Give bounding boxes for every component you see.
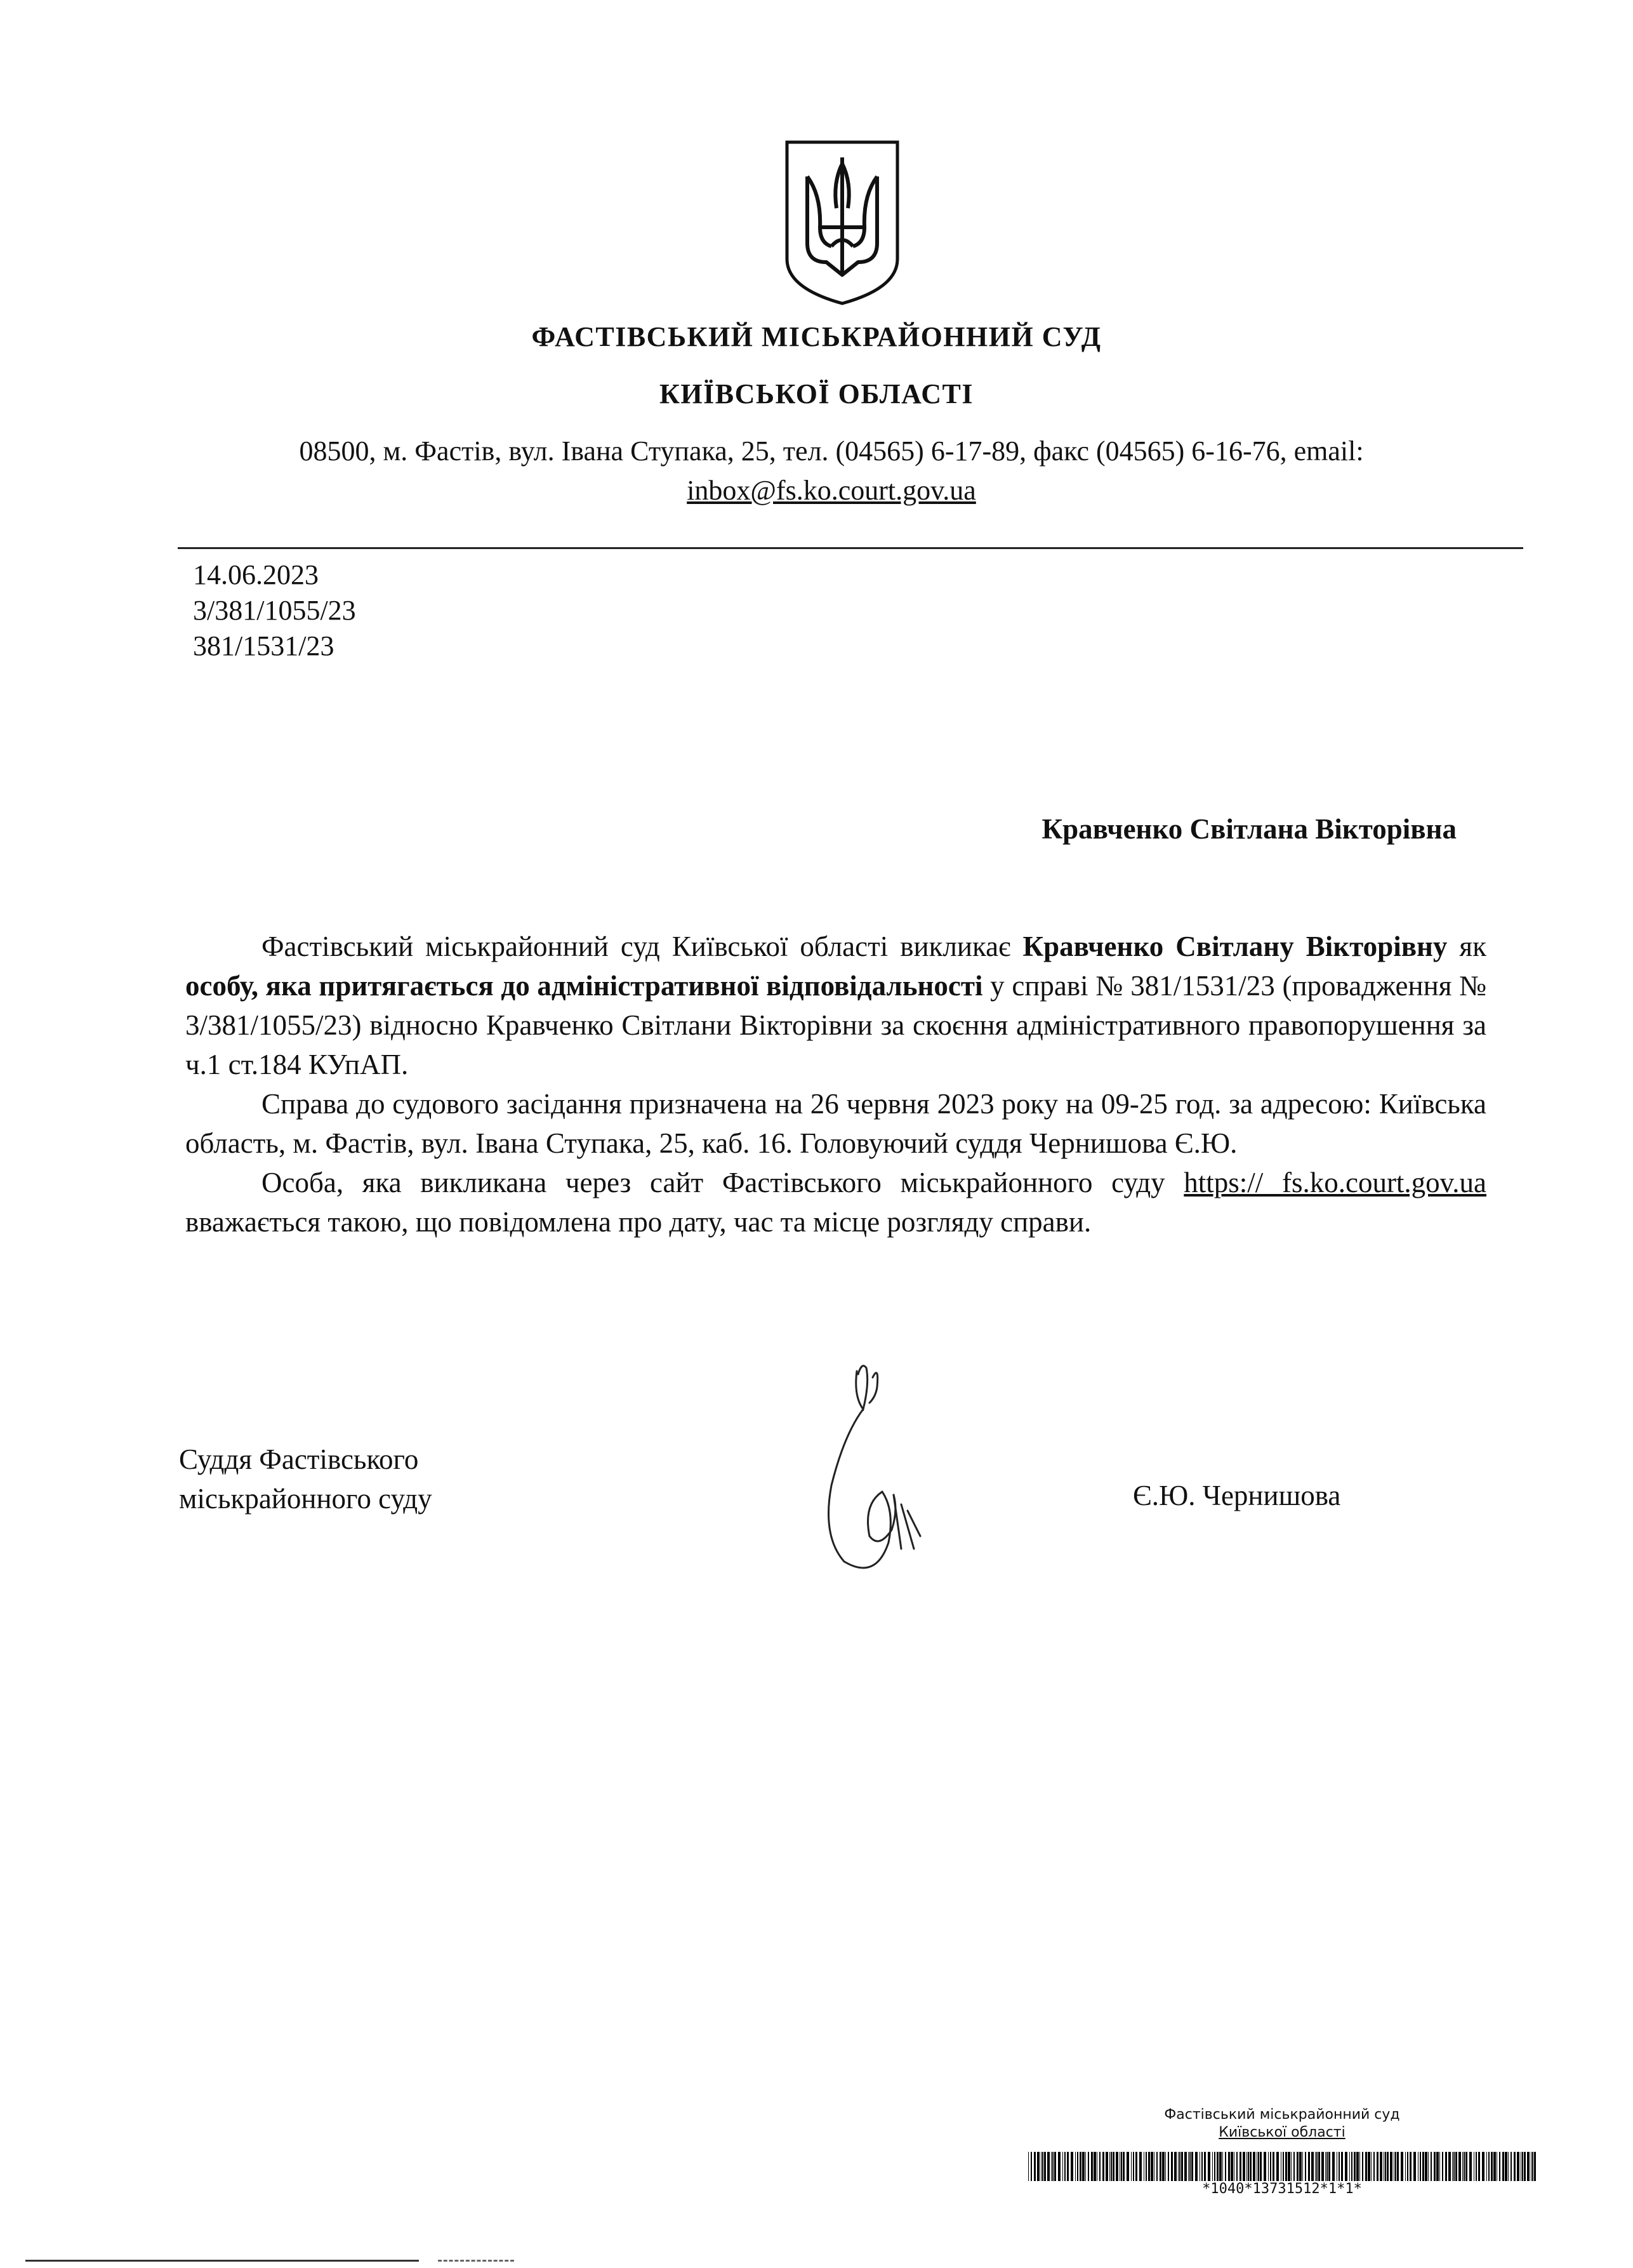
barcode-bar (1458, 2152, 1461, 2181)
barcode-bar (1109, 2152, 1110, 2181)
barcode-bar (1377, 2152, 1378, 2181)
footer-rule (25, 2260, 419, 2262)
barcode-bar (1214, 2152, 1215, 2181)
barcode-bar (1395, 2152, 1396, 2181)
barcode-bar (1181, 2152, 1183, 2181)
barcode-bar (1264, 2152, 1266, 2181)
barcode-bar (1413, 2152, 1416, 2181)
barcode-bar (1349, 2152, 1350, 2181)
judge-title (179, 1440, 432, 1518)
barcode-bar (1228, 2152, 1230, 2181)
barcode-bar (1476, 2152, 1477, 2181)
barcode-bar (1116, 2152, 1118, 2181)
barcode-bar (1448, 2152, 1451, 2181)
barcode-bar (1253, 2152, 1255, 2181)
barcode-bar (1031, 2152, 1032, 2181)
barcode-bar (1297, 2152, 1299, 2181)
barcode-bar (1420, 2152, 1421, 2181)
barcode-bar (1034, 2152, 1036, 2181)
barcode-bar (1064, 2152, 1066, 2181)
summons-body (185, 927, 1486, 1242)
barcode-bar (1189, 2152, 1191, 2181)
barcode-bar (1260, 2152, 1262, 2181)
p3-text-b: вважається такою, що повідомлена про дату, час та місце розгляду справи. (185, 1206, 1092, 1238)
barcode-bar (1042, 2152, 1043, 2181)
barcode-bar (1127, 2152, 1129, 2181)
court-region-heading: КИЇВСЬКОЇ ОБЛАСТІ (659, 378, 974, 409)
court-website-link[interactable]: https:// fs.ko.court.gov.ua (1184, 1167, 1486, 1198)
barcode-bar (1534, 2152, 1536, 2181)
proceeding-number: 3/381/1055/23 (193, 595, 356, 626)
barcode-bar (1082, 2152, 1085, 2181)
barcode-bar (1179, 2152, 1180, 2181)
barcode-bar (1051, 2152, 1052, 2181)
barcode-bar (1174, 2152, 1177, 2181)
barcode-bar (1439, 2152, 1440, 2181)
barcode-bar (1250, 2152, 1252, 2181)
barcode-bar (1270, 2152, 1271, 2181)
barcode-bar (1410, 2152, 1412, 2181)
barcode-bar (1478, 2152, 1480, 2181)
barcode-bar (1436, 2152, 1439, 2181)
barcode-bar (1067, 2152, 1069, 2181)
barcode-bar (1522, 2152, 1523, 2181)
barcode-bar (1139, 2152, 1142, 2181)
barcode-bar (1502, 2152, 1504, 2181)
barcode-bar (1208, 2152, 1210, 2181)
barcode-bar (1162, 2152, 1165, 2181)
barcode-bar (1434, 2152, 1436, 2181)
barcode-bar (1405, 2152, 1406, 2181)
barcode-bar (1088, 2152, 1089, 2181)
barcode-bar (1111, 2152, 1112, 2181)
barcode-bar (1091, 2152, 1093, 2181)
barcode-bar (1308, 2152, 1310, 2181)
barcode-bar (1219, 2152, 1222, 2181)
p1-person-name: Кравченко Світлану Вікторівну (1022, 931, 1448, 962)
barcode-bar (1464, 2152, 1465, 2181)
barcode-bar (1356, 2152, 1359, 2181)
barcode-bar (1452, 2152, 1453, 2181)
barcode-bar (1188, 2152, 1189, 2181)
barcode-bar (1178, 2152, 1179, 2181)
barcode-bar (1246, 2152, 1247, 2181)
p3-text-a: Особа, яка викликана через сайт Фастівського міськрайонного суду (261, 1167, 1184, 1198)
barcode-bar (1195, 2152, 1198, 2181)
barcode-bar (1171, 2152, 1173, 2181)
barcode-bar (1321, 2152, 1324, 2181)
barcode-bar (1123, 2152, 1125, 2181)
barcode-number: *1040*13731512*1*1* (1202, 2181, 1362, 2197)
barcode-bar (1288, 2152, 1290, 2181)
barcode-bar (1373, 2152, 1375, 2181)
barcode-bar (1328, 2152, 1330, 2181)
barcode-bar (1469, 2152, 1472, 2181)
barcode-bar (1299, 2152, 1302, 2181)
barcode-bar (1445, 2152, 1447, 2181)
barcode-bar (1499, 2152, 1500, 2181)
barcode-bar (1493, 2152, 1496, 2181)
paragraph-1 (185, 927, 1486, 1084)
barcode-bar (1325, 2152, 1326, 2181)
barcode-bar (1425, 2152, 1427, 2181)
barcode-bar (1131, 2152, 1132, 2181)
barcode-bar (1359, 2152, 1360, 2181)
barcode-bar (1291, 2152, 1292, 2181)
barcode-bar (1231, 2152, 1233, 2181)
barcode-bar (1318, 2152, 1320, 2181)
barcode-bar (1532, 2152, 1533, 2181)
barcode-bar (1044, 2152, 1046, 2181)
barcode-bar (1037, 2152, 1040, 2181)
trident-coat-of-arms-icon (782, 138, 902, 307)
barcode-bar (1240, 2152, 1241, 2181)
barcode-bar (1054, 2152, 1056, 2181)
barcode-bar (1156, 2152, 1158, 2181)
barcode-bar (1062, 2152, 1063, 2181)
p1-text-a: Фастівський міськрайонний суд Київської області викликає (261, 931, 1023, 962)
barcode-bar (1407, 2152, 1408, 2181)
court-address (209, 432, 1453, 510)
barcode-bar (1302, 2152, 1303, 2181)
barcode-bar (1225, 2152, 1226, 2181)
barcode-bar (1283, 2152, 1284, 2181)
judge-name: Є.Ю. Чернишова (1133, 1480, 1341, 1511)
barcode-bar (1371, 2152, 1372, 2181)
barcode-bar (1431, 2152, 1432, 2181)
barcode-bar (1085, 2152, 1086, 2181)
barcode-bar (1243, 2152, 1245, 2181)
barcode-bar (1453, 2152, 1455, 2181)
court-name-heading: ФАСТІВСЬКИЙ МІСЬКРАЙОННИЙ СУД (531, 321, 1102, 352)
judge-title-line1: Суддя Фастівського (179, 1443, 419, 1475)
barcode-bar (1058, 2152, 1061, 2181)
barcode-bar (1094, 2152, 1096, 2181)
barcode-bar (1165, 2152, 1166, 2181)
barcode-bar (1390, 2152, 1392, 2181)
registration-block (193, 557, 356, 664)
header-divider (178, 547, 1523, 549)
barcode-bar (1505, 2152, 1507, 2181)
barcode-bar (1345, 2152, 1347, 2181)
barcode-bar (1332, 2152, 1335, 2181)
email-link[interactable]: inbox@fs.ko.court.gov.ua (687, 475, 976, 506)
barcode-bar (1201, 2152, 1203, 2181)
barcode-bar (1315, 2152, 1316, 2181)
barcode-bar (1236, 2152, 1238, 2181)
barcode-bar (1508, 2152, 1509, 2181)
paragraph-3 (185, 1163, 1486, 1242)
barcode-bar (1273, 2152, 1274, 2181)
p1-text-c: як (1447, 931, 1486, 962)
barcode-bar (1305, 2152, 1306, 2181)
handwritten-signature (819, 1358, 933, 1581)
p1-text-e: у справі № 381/1531/23 (провадження № 3/381/1055/23) відносно Кравченко Світлани Вікторівни за скоєння адміністративного правопорушення за ч.1 ст.184 КУпАП. (185, 970, 1486, 1080)
barcode-bar (1222, 2152, 1223, 2181)
barcode-bar (1146, 2152, 1147, 2181)
barcode-bar (1133, 2152, 1134, 2181)
p1-status: особу, яка притягається до адміністративної відповідальності (185, 970, 983, 1002)
barcode-bar (1517, 2152, 1519, 2181)
barcode-bar (1422, 2152, 1424, 2181)
barcode-bar (1168, 2152, 1169, 2181)
barcode-bar (1455, 2152, 1457, 2181)
barcode-bar (1316, 2152, 1318, 2181)
barcode-bar (1184, 2152, 1187, 2181)
barcode-bar (1368, 2152, 1370, 2181)
barcode-bar (1113, 2152, 1114, 2181)
barcode-bar (1047, 2152, 1050, 2181)
barcode-bar (1351, 2152, 1352, 2181)
barcode-bar (1465, 2152, 1467, 2181)
barcode-bar (1401, 2152, 1403, 2181)
barcode-bar (1028, 2152, 1029, 2181)
barcode-bar (1285, 2152, 1287, 2181)
barcode-bar (1442, 2152, 1443, 2181)
barcode-bar (1080, 2152, 1081, 2181)
barcode-bar (1293, 2152, 1295, 2181)
paragraph-2: Справа до судового засідання призначена на 26 червня 2023 року на 09-25 год. за адресою: Київська область, м. Фастів, вул. Івана Ступака, 25, каб. 16. Головуючий суддя Чернишова Є.Ю. (185, 1088, 1486, 1159)
barcode-bar (1148, 2152, 1150, 2181)
recipient-name: Кравченко Світлана Вікторівна (1041, 813, 1457, 845)
barcode-bar (1491, 2152, 1493, 2181)
barcode-bar (1385, 2152, 1386, 2181)
barcode-bar (1160, 2152, 1161, 2181)
barcode-bar (1311, 2152, 1314, 2181)
barcode-bar (1486, 2152, 1487, 2181)
barcode-bar (1075, 2152, 1076, 2181)
barcode-bar (1514, 2152, 1516, 2181)
barcode-bar (1135, 2152, 1137, 2181)
stamp-line1: Фастівський міськрайонний суд (1164, 2107, 1400, 2123)
barcode-bar (1106, 2152, 1108, 2181)
barcode-bar (1365, 2152, 1367, 2181)
barcode-bar (1387, 2152, 1389, 2181)
barcode-bar (1099, 2152, 1101, 2181)
barcode-bar (1121, 2152, 1122, 2181)
address-line: 08500, м. Фастів, вул. Івана Ступака, 25, тел. (04565) 6-17-89, факс (04565) 6-16-76, email: (299, 435, 1364, 467)
barcode-bar (1276, 2152, 1279, 2181)
stamp-line2: Київської області (1219, 2125, 1345, 2140)
barcode-bar (1524, 2152, 1526, 2181)
barcode-bar (1204, 2152, 1206, 2181)
barcode-bar (1380, 2152, 1382, 2181)
barcode-bar (1488, 2152, 1490, 2181)
barcode-bar (1511, 2152, 1512, 2181)
barcode-bar (1217, 2152, 1219, 2181)
document-date: 14.06.2023 (193, 559, 319, 590)
barcode-bar (1397, 2152, 1399, 2181)
barcode-bar (1482, 2152, 1484, 2181)
barcode-bar (1341, 2152, 1343, 2181)
footer-rule-dashed (438, 2260, 514, 2262)
barcode-bar (1212, 2152, 1213, 2181)
court-stamp-label (1022, 2106, 1542, 2142)
barcode-bar (1258, 2152, 1259, 2181)
barcode-bar (1191, 2152, 1193, 2181)
barcode (1028, 2152, 1536, 2181)
barcode-bar (1326, 2152, 1328, 2181)
barcode-bar (1248, 2152, 1249, 2181)
barcode-bar (1362, 2152, 1363, 2181)
barcode-bar (1052, 2152, 1054, 2181)
judge-title-line2: міськрайонного суду (179, 1483, 432, 1515)
barcode-bar (1354, 2152, 1356, 2181)
barcode-bar (1428, 2152, 1429, 2181)
barcode-bar (1102, 2152, 1104, 2181)
barcode-bar (1151, 2152, 1153, 2181)
barcode-bar (1462, 2152, 1463, 2181)
barcode-bar (1527, 2152, 1530, 2181)
barcode-bar (1071, 2152, 1073, 2181)
case-number: 381/1531/23 (193, 630, 334, 661)
barcode-bar (1339, 2152, 1340, 2181)
barcode-bar (1077, 2152, 1078, 2181)
barcode-bar (1268, 2152, 1269, 2181)
